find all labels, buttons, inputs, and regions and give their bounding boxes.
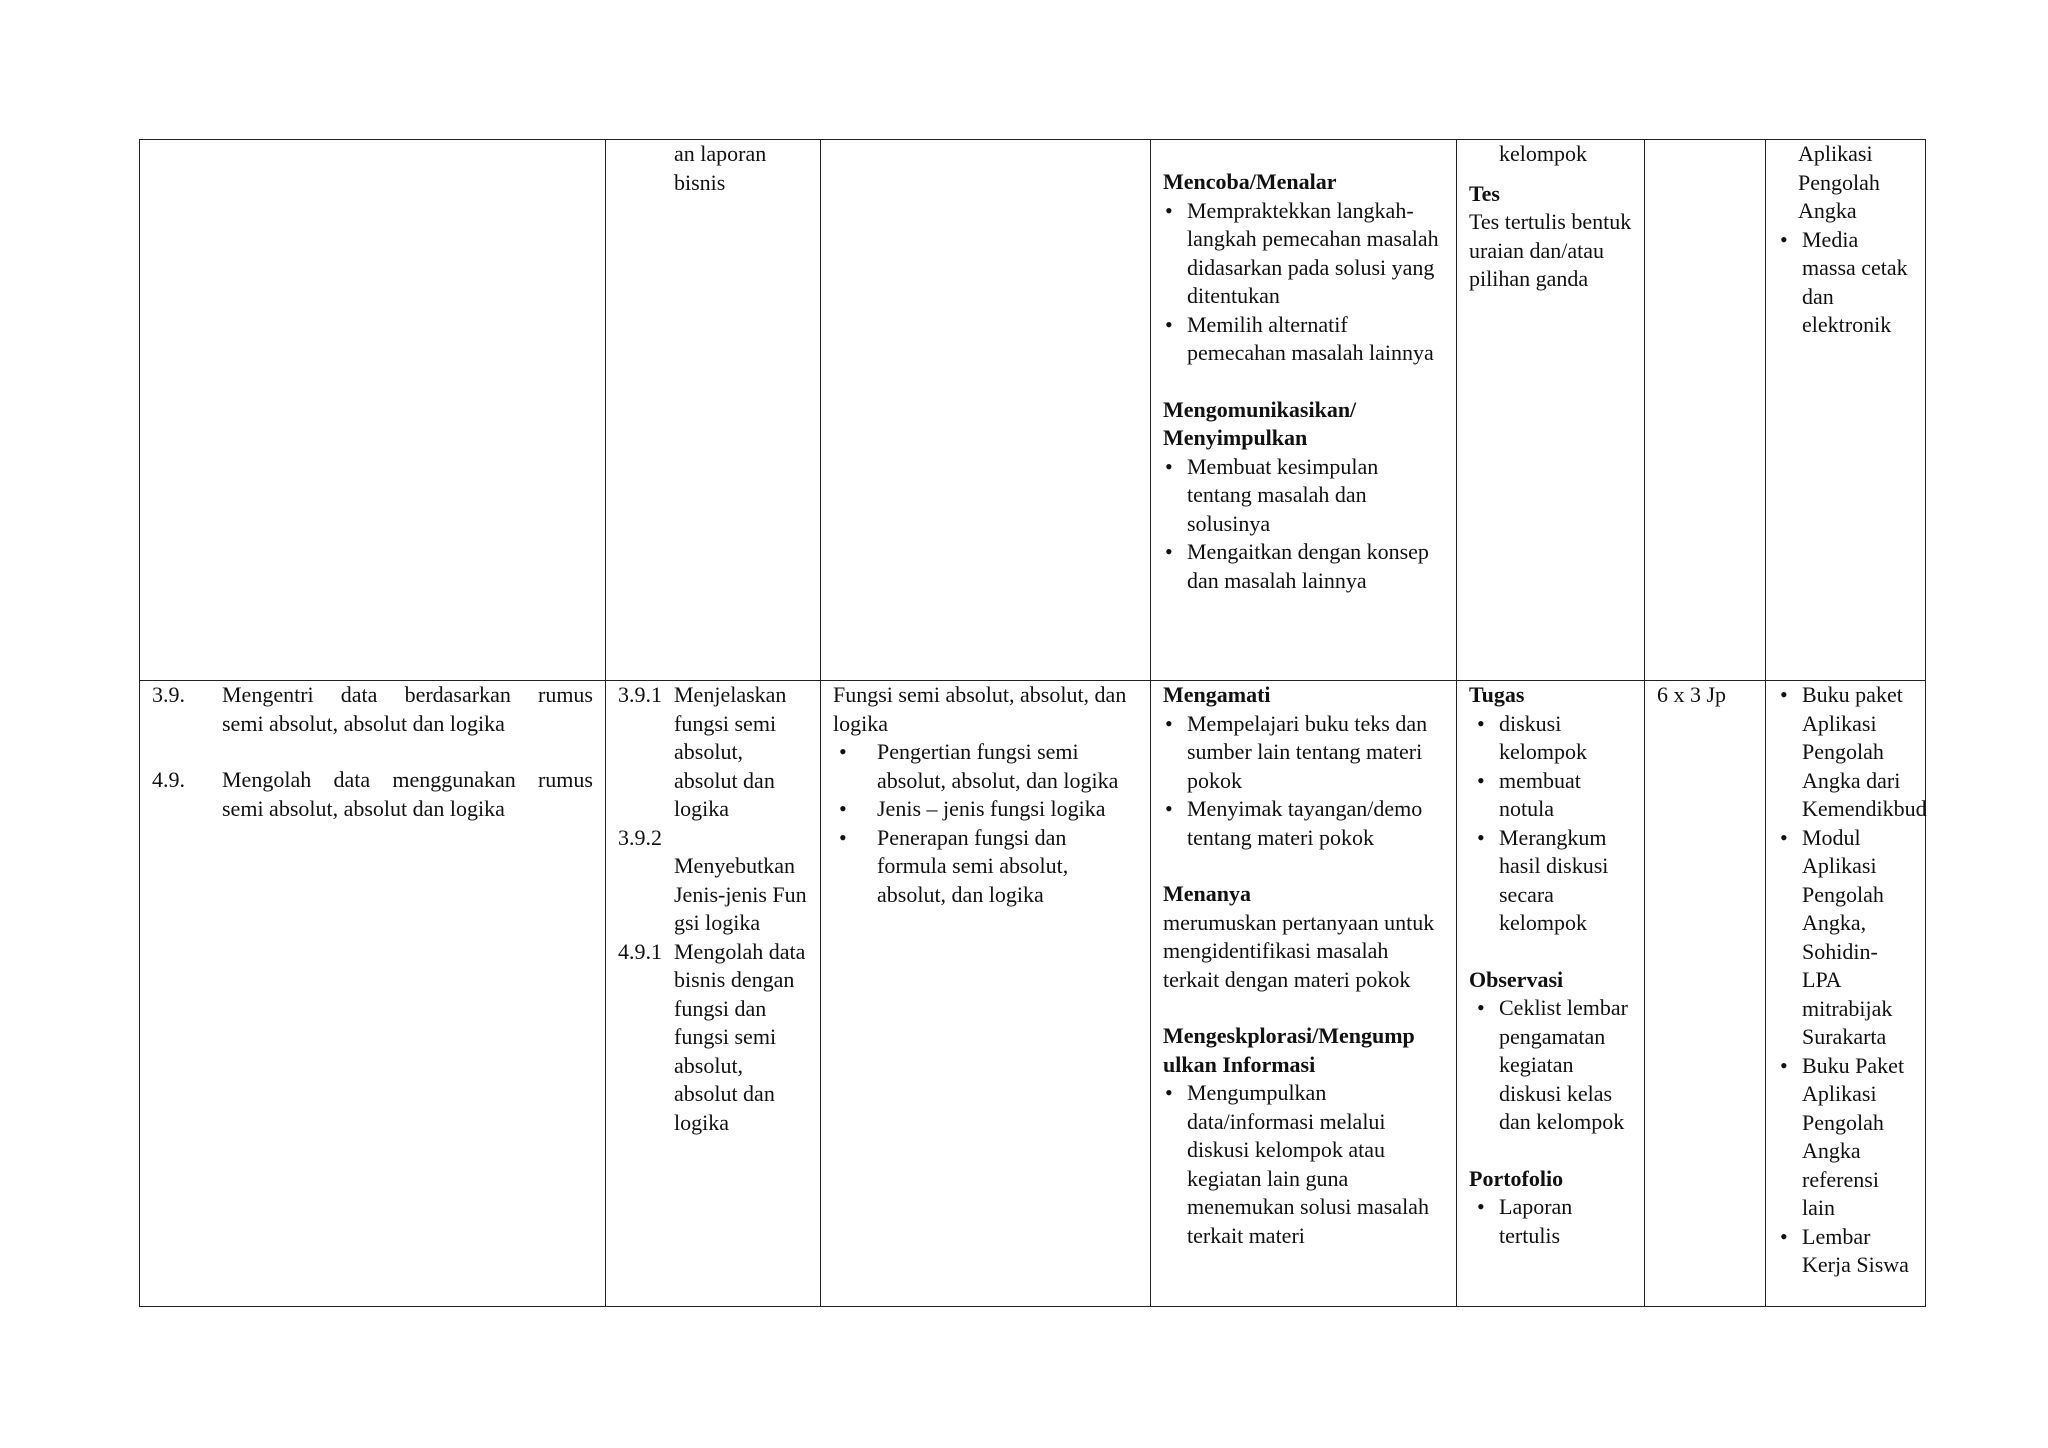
list-item: • Memilih alternatif pemecahan masalah lainnya <box>1163 311 1444 368</box>
list-item: • Laporan tertulis <box>1469 1193 1632 1250</box>
indikator-number: 3.9.2 <box>618 824 662 850</box>
indikator-number: 3.9.1 <box>618 682 662 707</box>
indikator-text: Menjelaskan fungsi semi absolut, absolut dan logika <box>674 682 787 821</box>
alokasi-cell <box>1645 681 1766 1307</box>
penilaian-cell <box>1457 681 1645 1307</box>
list-item: • Media massa cetak dan elektronik <box>1778 226 1913 340</box>
indikator-number: 4.9.1 <box>618 938 662 964</box>
indikator-item <box>618 824 808 938</box>
indikator-item <box>618 938 808 1138</box>
kd-number: 3.9. <box>152 682 185 707</box>
kd-text: Mengolah data menggunakan rumus <box>222 767 593 792</box>
alokasi-waktu: 6 x 3 Jp <box>1657 682 1727 707</box>
list-item: • Lembar Kerja Siswa <box>1778 1223 1913 1280</box>
section-heading: Mencoba/Menalar <box>1163 169 1337 194</box>
list-item: • Buku paket Aplikasi Pengolah Angka dari Kemendikbud <box>1778 681 1913 824</box>
materi-cell <box>821 681 1151 1307</box>
alokasi-cell <box>1645 140 1766 681</box>
list-item: • Pengertian fungsi semi absolut, absolut, dan logika <box>833 738 1138 795</box>
list-item: • Ceklist lembar pengamatan kegiatan diskusi kelas dan kelompok <box>1469 994 1632 1137</box>
section-heading: Mengomunikasikan/ <box>1163 396 1357 422</box>
kegiatan-text: merumuskan pertanyaan untuk mengidentifikasi masalah terkait dengan materi pokok <box>1163 909 1435 992</box>
indikator-text: bisnis <box>674 169 726 195</box>
syllabus-table <box>139 139 1926 1307</box>
materi-intro: Fungsi semi absolut, absolut, dan logika <box>833 682 1127 736</box>
kd-cell <box>140 140 606 681</box>
indikator-text: Menyebutkan Jenis-jenis Fungsi logika <box>674 853 807 935</box>
list-item: • Buku Paket Aplikasi Pengolah Angka referensi lain <box>1778 1052 1913 1223</box>
list-item: • Mempraktekkan langkah-langkah pemecahan masalah didasarkan pada solusi yang ditentukan <box>1163 197 1444 311</box>
section-heading: Observasi <box>1469 966 1564 992</box>
kd-item <box>152 766 593 823</box>
sumber-text: Aplikasi Pengolah Angka <box>1798 141 1880 223</box>
materi-cell <box>821 140 1151 681</box>
list-item: • Menyimak tayangan/demo tentang materi pokok <box>1163 795 1444 852</box>
kd-text: semi absolut, absolut dan logika <box>222 795 505 821</box>
list-item: • Mengaitkan dengan konsep dan masalah lainnya <box>1163 538 1444 595</box>
section-heading: Mengeskplorasi/Mengump <box>1163 1023 1415 1048</box>
list-item: • Mempelajari buku teks dan sumber lain tentang materi pokok <box>1163 710 1444 796</box>
kd-item <box>152 681 593 738</box>
section-heading: ulkan Informasi <box>1163 1051 1316 1077</box>
section-heading: Menyimpulkan <box>1163 425 1308 450</box>
kegiatan-cell <box>1151 140 1457 681</box>
indikator-text: Mengolah data bisnis dengan fungsi dan fungsi semi absolut, absolut dan logika <box>674 938 806 1135</box>
section-heading: Mengamati <box>1163 682 1271 707</box>
kd-number: 4.9. <box>152 767 185 792</box>
list-item: • diskusi kelompok <box>1469 710 1632 767</box>
penilaian-text: Tes tertulis bentuk uraian dan/atau pilihan ganda <box>1469 209 1632 291</box>
kd-cell <box>140 681 606 1307</box>
table-row <box>140 681 1926 1307</box>
kd-text: semi absolut, absolut dan logika <box>222 710 505 736</box>
indikator-cell <box>606 681 821 1307</box>
penilaian-cell <box>1457 140 1645 681</box>
section-heading: Menanya <box>1163 881 1251 906</box>
penilaian-text: kelompok <box>1499 141 1587 166</box>
kegiatan-cell <box>1151 681 1457 1307</box>
list-item: • Membuat kesimpulan tentang masalah dan solusinya <box>1163 453 1444 539</box>
list-item: • Modul Aplikasi Pengolah Angka, Sohidin-LPA mitrabijak Surakarta <box>1778 824 1913 1052</box>
table-row <box>140 140 1926 681</box>
indikator-cell <box>606 140 821 681</box>
indikator-item <box>618 681 808 824</box>
list-item: • Jenis – jenis fungsi logika <box>833 795 1138 824</box>
sumber-cell <box>1766 681 1926 1307</box>
kd-text: Mengentri data berdasarkan rumus <box>222 682 593 707</box>
list-item: • Merangkum hasil diskusi secara kelompok <box>1469 824 1632 938</box>
list-item: • Penerapan fungsi dan formula semi absolut, absolut, dan logika <box>833 824 1138 910</box>
list-item: • membuat notula <box>1469 767 1632 824</box>
section-heading: Portofolio <box>1469 1165 1564 1191</box>
list-item: • Mengumpulkan data/informasi melalui diskusi kelompok atau kegiatan lain guna menemukan solusi masalah terkait materi <box>1163 1079 1444 1250</box>
indikator-text: an laporan <box>674 141 767 166</box>
section-heading: Tugas <box>1469 682 1525 707</box>
sumber-cell <box>1766 140 1926 681</box>
section-heading: Tes <box>1469 180 1500 206</box>
